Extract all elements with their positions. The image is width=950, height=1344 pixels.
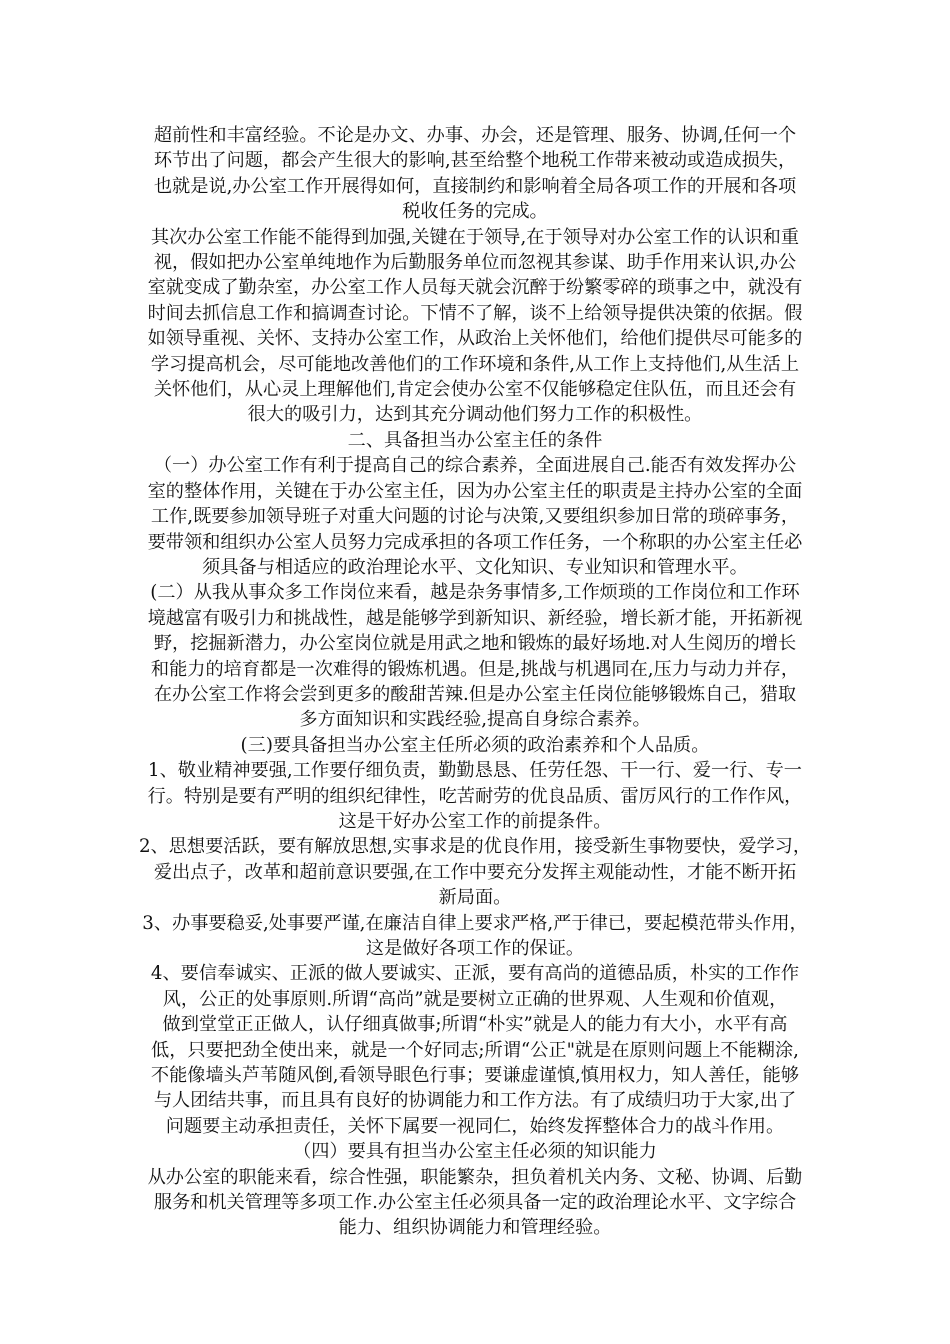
text-line: 能力、组织协调能力和管理经验。 (338, 1217, 612, 1239)
text-line: 野，挖掘新潜力，办公室岗位就是用武之地和锻炼的最好场地.对人生阅历的增长 (153, 633, 797, 655)
text-line: 关怀他们，从心灵上理解他们,肯定会使办公室不仅能够稳定住队伍，而且还会有 (153, 379, 797, 401)
text-line: 工作,既要参加领导班子对重大问题的讨论与决策,又要组织参加日常的琐碎事务， (150, 506, 800, 528)
text-line: 行。特别是要有严明的组织纪律性，吃苦耐劳的优良品质、雷厉风行的工作作风， (147, 785, 803, 807)
text-line: 1、敬业精神要强,工作要仔细负责，勤勤恳恳、任劳任怨、干一行、爱一行、专一 (148, 760, 802, 782)
paragraph-point-3 (135, 911, 815, 962)
text-line: (二）从我从事众多工作岗位来看，越是杂务事情多,工作烦琐的工作岗位和工作环 (150, 582, 800, 604)
text-line: 学习提高机会，尽可能地改善他们的工作环境和条件,从工作上支持他们,从生活上 (150, 353, 800, 375)
text-line: 这是干好办公室工作的前提条件。 (338, 810, 612, 832)
text-line: 须具备与相适应的政治理论水平、文化知识、专业知识和管理水平。 (202, 556, 748, 578)
text-line: (三)要具备担当办公室主任所必须的政治素养和个人品质。 (240, 734, 710, 756)
text-line: （一）办公室工作有利于提高自己的综合素养，全面进展自己.能否有效发挥办公 (153, 455, 797, 477)
text-line: 从办公室的职能来看，综合性强，职能繁杂，担负着机关内务、文秘、协调、后勤 (147, 1166, 803, 1188)
text-line: 其次办公室工作能不能得到加强,关键在于领导,在于领导对办公室工作的认识和重 (150, 226, 800, 248)
text-line: 3、办事要稳妥,处事要严谨,在廉洁自律上要求严格,严于律已，要起模范带头作用， (142, 912, 808, 934)
text-line: 室就变成了勤杂室，办公室工作人员每天就会沉醉于纷繁零碎的琐事之中，就没有 (147, 277, 803, 299)
paragraph-item-two (135, 580, 815, 732)
paragraph-section-two-heading (135, 428, 815, 453)
text-line: 和能力的培育都是一次难得的锻炼机遇。但是,挑战与机遇同在,压力与动力并存， (150, 658, 800, 680)
text-line: 低，只要把劲全使出来，就是一个好同志;所谓“公正"就是在原则问题上不能糊涂, (151, 1039, 799, 1061)
document-page (135, 123, 815, 1241)
paragraph-leadership-paragraph (135, 225, 815, 428)
text-line: 多方面知识和实践经验,提高自身综合素养。 (299, 709, 651, 731)
text-line: 与人团结共事，而且具有良好的协调能力和工作方法。有了成绩归功于大家,出了 (153, 1090, 797, 1112)
text-line: 新局面。 (438, 887, 512, 909)
text-line: 在办公室工作将会尝到更多的酸甜苦辣.但是办公室主任岗位能够锻炼自己，猎取 (153, 683, 797, 705)
text-line: 也就是说,办公室工作开展得如何，直接制约和影响着全局各项工作的开展和各项 (153, 175, 797, 197)
paragraph-item-one (135, 453, 815, 580)
text-line: 要带领和组织办公室人员努力完成承担的各项工作任务，一个称职的办公室主任必 (147, 531, 803, 553)
text-line: 环节出了问题，都会产生很大的影响,甚至给整个地税工作带来被动或造成损失， (153, 150, 797, 172)
paragraph-point-2 (135, 834, 815, 910)
paragraph-point-4 (135, 961, 815, 1139)
paragraph-point-1 (135, 758, 815, 834)
text-line: 爱出点子，改革和超前意识要强,在工作中要充分发挥主观能动性，才能不断开拓 (153, 861, 797, 883)
text-line: （四）要具有担当办公室主任必须的知识能力 (293, 1141, 657, 1163)
text-line: 问题要主动承担责任，关怀下属要一视同仁，始终发挥整体合力的战斗作用。 (165, 1115, 785, 1137)
text-line: 二、具备担当办公室主任的条件 (347, 429, 603, 451)
paragraph-intro-continuation (135, 123, 815, 225)
text-line: 境越富有吸引力和挑战性，越是能够学到新知识、新经验，增长新才能，开拓新视 (147, 607, 803, 629)
text-line: 做到堂堂正正做人，认仔细真做事;所谓“朴实”就是人的能力有大小，水平有高 (162, 1014, 788, 1036)
text-line: 时间去抓信息工作和搞调查讨论。下情不了解，谈不上给领导提供决策的依据。假 (147, 302, 803, 324)
text-line: 不能像墙头芦苇随风倒,看领导眼色行事；要谦虚谨慎,慎用权力，知人善任，能够 (150, 1065, 800, 1087)
text-line: 超前性和丰富经验。不论是办文、办事、办会，还是管理、服务、协调,任何一个 (153, 125, 797, 146)
text-line: 室的整体作用，关键在于办公室主任，因为办公室主任的职责是主持办公室的全面 (147, 480, 803, 502)
text-line: 视，假如把办公室单纯地作为后勤服务单位而忽视其参谋、助手作用来认识,办公 (153, 252, 797, 274)
paragraph-item-three-heading (135, 733, 815, 758)
text-line: 很大的吸引力，达到其充分调动他们努力工作的积极性。 (247, 404, 703, 426)
text-line: 风，公正的处事原则.所谓“高尚”就是要树立正确的世界观、人生观和价值观， (162, 988, 788, 1010)
paragraph-item-four-heading (135, 1139, 815, 1164)
paragraph-item-four-body (135, 1165, 815, 1241)
text-line: 税收任务的完成。 (402, 201, 548, 223)
text-line: 服务和机关管理等多项工作.办公室主任必须具备一定的政治理论水平、文字综合 (153, 1192, 797, 1214)
text-line: 如领导重视、关怀、支持办公室工作，从政治上关怀他们，给他们提供尽可能多的 (147, 328, 803, 350)
text-line: 这是做好各项工作的保证。 (365, 938, 585, 959)
text-line: 4、要信奉诚实、正派的做人要诚实、正派，要有高尚的道德品质，朴实的工作作 (150, 963, 800, 985)
text-line: 2、思想要活跃，要有解放思想,实事求是的优良作用，接受新生事物要快，爱学习， (138, 836, 812, 858)
